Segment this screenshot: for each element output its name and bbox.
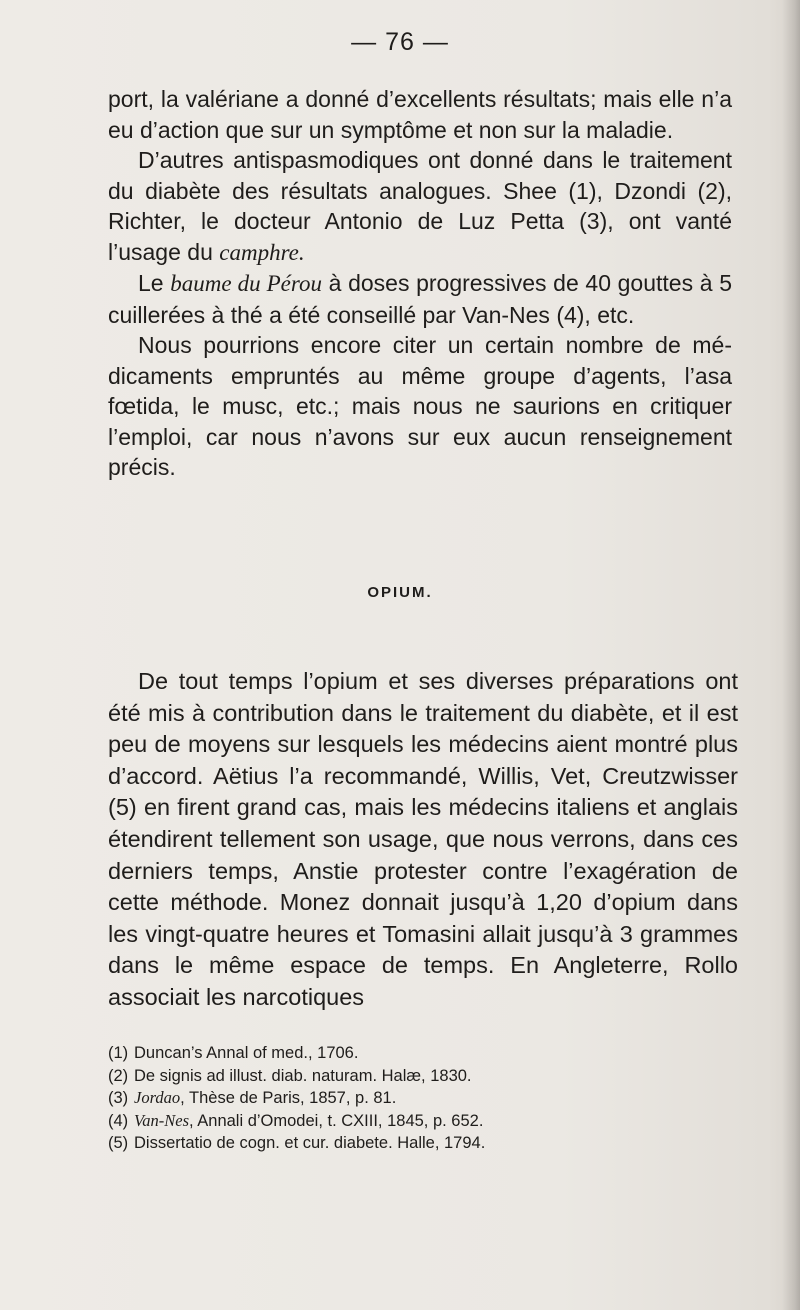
footnotes (108, 1042, 728, 1155)
paragraph (108, 330, 732, 483)
text-run: à doses progressives de 40 gouttes à 5 cuillerées à thé a été conseillé par Van-Nes (4), etc. (108, 270, 732, 328)
italic-text-run: camphre. (219, 239, 305, 265)
section-heading: OPIUM. (367, 584, 433, 601)
paragraph (108, 145, 732, 268)
footnote-number: (2) (108, 1066, 129, 1085)
body-text (108, 84, 732, 483)
text-run: Nous pourrions encore citer un certain nombre de médicaments empruntés au même groupe d’agents, l’asa fœtida, le musc, etc.; mais nous ne saurions en critiquer l’emploi, car nous n’avons sur eux aucun renseignement précis. (108, 332, 732, 480)
footnote (108, 1110, 728, 1133)
footnote-number: (1) (108, 1044, 129, 1062)
footnote-text: De signis ad illust. diab. naturam. Halæ, 1830. (134, 1066, 472, 1085)
footnote (108, 1132, 728, 1155)
footnote-number: (3) (108, 1089, 129, 1107)
footnote-text: , Annali d’Omodei, t. CXIII, 1845, p. 652. (189, 1111, 484, 1130)
text-run: port, la valériane a donné d’excellents résultats; mais elle n’a eu d’action que sur un symptôme et non sur la maladie. (108, 86, 732, 143)
page-number: — 76 — (351, 28, 449, 56)
italic-text-run: baume du Pérou (170, 271, 322, 296)
footnote-text: , Thèse de Paris, 1857, p. 81. (180, 1089, 397, 1107)
paragraph (108, 84, 732, 145)
paragraph: De tout temps l’opium et ses diverses préparations ont été mis à contribution dans le traitement du diabète, et il est peu de moyens sur lesquels les médecins aient montré plus d’accord. Aëtius l’a recommandé, Willis, Vet, Creutzwisser (5) en firent grand cas, mais les médecins italiens et anglais étendirent tellement son usage, que nous verrons, dans ces derniers temps, Anstie protester contre l’exagération de cette méthode. Monez donnait jusqu’à 1,20 d’opium dans les vingt-quatre heures et Tomasini allait jusqu’à 3 grammes dans le même espace de temps. En Angleterre, Rollo associait les narcotiques (108, 668, 738, 1010)
footnote-text: Dissertatio de cogn. et cur. diabete. Halle, 1794. (134, 1134, 486, 1152)
page-edge-shadow (782, 0, 800, 1310)
footnote-author: Jordao (134, 1088, 181, 1107)
text-run: D’autres antispasmodiques ont donné dans le traitement du diabète des résultats analogues. Shee (1), Dzondi (2), Richter, le docteur Antonio de Luz Petta (3), ont vanté l’usage du (108, 147, 732, 265)
footnote (108, 1065, 728, 1088)
footnote-number: (4) (108, 1111, 129, 1130)
footnote-author: Van-Nes (134, 1110, 189, 1130)
footnote (108, 1087, 728, 1110)
footnote (108, 1042, 728, 1065)
footnote-text: Duncan’s Annal of med., 1706. (134, 1044, 359, 1062)
paragraph (108, 268, 732, 330)
footnote-number: (5) (108, 1134, 129, 1152)
section-body-text (108, 666, 738, 1014)
text-run: Le (138, 270, 171, 296)
